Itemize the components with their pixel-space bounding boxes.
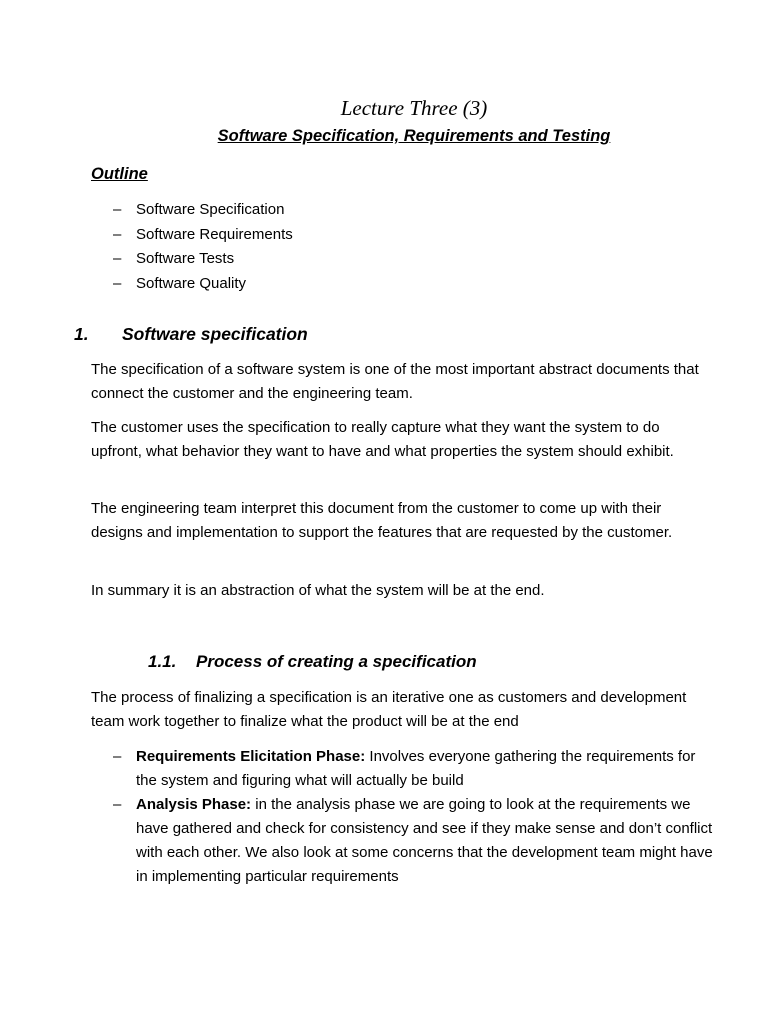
- paragraph: The customer uses the specification to really capture what they want the system to do upfront, what behavior they want to have and what properties the system should exhibit.: [91, 419, 674, 460]
- dash-bullet: –: [113, 748, 122, 765]
- outline-list: [113, 198, 513, 296]
- section-number: 1.: [74, 324, 89, 344]
- paragraph: In summary it is an abstraction of what the system will be at the end.: [91, 582, 545, 599]
- outline-heading: Outline: [91, 165, 148, 183]
- lecture-subtitle: Software Specification, Requirements and Testing: [217, 127, 611, 145]
- phase-text: Involves everyone gathering the requirements for the system and figuring what will actually be build: [136, 748, 696, 789]
- section-title: Software specification: [122, 324, 308, 344]
- paragraph: The specification of a software system is one of the most important abstract documents that connect the customer and the engineering team.: [91, 361, 699, 402]
- subsection-number: 1.1.: [148, 652, 177, 671]
- subsection-heading: [148, 650, 477, 674]
- outline-item: [113, 272, 513, 297]
- outline-item-text: Software Tests: [136, 250, 235, 268]
- outline-item: [113, 223, 513, 248]
- dash-bullet: –: [113, 274, 122, 292]
- phase-item: [113, 745, 713, 793]
- lecture-title: Lecture Three (3): [340, 96, 488, 120]
- dash-bullet: –: [113, 225, 122, 243]
- outline-item-text: Software Specification: [136, 201, 285, 218]
- paragraph: The engineering team interpret this document from the customer to come up with their designs and implementation to support the features that are requested by the customer.: [91, 500, 673, 541]
- paragraph: The process of finalizing a specification is an iterative one as customers and development team work together to finalize what the product will be at the end: [91, 689, 687, 730]
- phase-item: [113, 793, 713, 889]
- outline-item-text: Software Requirements: [136, 225, 293, 243]
- outline-item-text: Software Quality: [136, 274, 247, 292]
- dash-bullet: –: [113, 250, 122, 268]
- section-heading: [74, 322, 308, 346]
- phase-list: [113, 745, 713, 889]
- phase-text: in the analysis phase we are going to look at the requirements we have gathered and check for consistency and see if they make sense and don’t conflict with each other. We also look at some concerns that the development team might have in implementing particular requirements: [136, 796, 713, 885]
- dash-bullet: –: [113, 796, 122, 813]
- phase-label: Requirements Elicitation Phase:: [136, 748, 366, 765]
- phase-label: Analysis Phase:: [136, 796, 252, 813]
- subsection-title: Process of creating a specification: [196, 652, 477, 671]
- outline-item: [113, 247, 513, 272]
- dash-bullet: –: [113, 201, 122, 218]
- outline-item: [113, 198, 513, 223]
